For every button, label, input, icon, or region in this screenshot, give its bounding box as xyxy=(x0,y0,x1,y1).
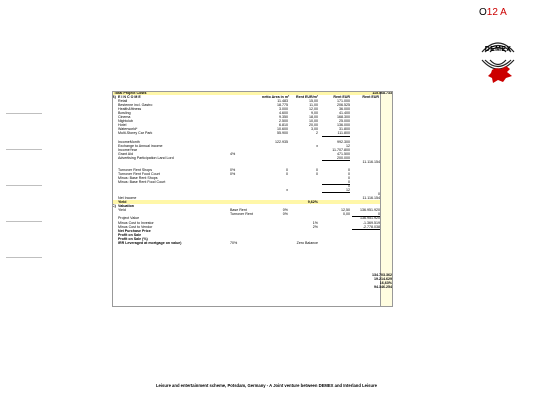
income-header: B) E I N C O M E netto Area in m² Rent EUR/m² Rent EUR Rent EUR xyxy=(112,95,379,100)
table-row: Net Income 11.116.154 xyxy=(118,196,380,201)
table-row: Bowling 4.600 9,00 41.400 xyxy=(118,111,350,116)
table-row: Hotel 6.810 20,00 136.000 xyxy=(118,123,350,128)
spreadsheet xyxy=(112,91,380,245)
total-cost-value: 115.568.733 xyxy=(372,91,392,95)
table-row: Nightclub 2.500 10,00 25.000 xyxy=(118,119,350,124)
table-row: Project Value 136.951.920 xyxy=(118,216,380,221)
logo-text: DEMEX xyxy=(484,46,512,53)
table-row: 0 xyxy=(378,192,380,197)
table-row: Grant Aid 4% 471.500 xyxy=(118,151,350,156)
globe-icon xyxy=(470,30,526,92)
table-row: 0 xyxy=(348,184,350,189)
table-row: Bestenne incl. Gastro 18.775 11,00 206.525 xyxy=(118,103,350,108)
table-row: Turnover Rent 0% 0,00 0 xyxy=(230,212,380,217)
table-row: Multi-Storey Car Park 55.900 2 111.800 xyxy=(118,131,350,136)
table-row: IncomeMonth 122.935 992.300 xyxy=(118,139,350,144)
table-row: Yield Base Rent 0% 12,50 136.951.920 xyxy=(118,208,380,213)
table-row: x 12 xyxy=(286,188,350,193)
table-row: 11.116.154 xyxy=(362,159,380,164)
table-row: Net Purchase Price xyxy=(118,228,151,233)
table-row: Minus: Base Rent Shops 0 xyxy=(118,175,350,180)
table-row: Retail 11.483 15,00 171.000 xyxy=(118,99,350,104)
table-row: Turnover Rent Food Court 0% 0 0 0 xyxy=(118,171,350,176)
yield-row: Yield 9,62% xyxy=(112,200,380,204)
table-row: Exchange to Annual income x 12 xyxy=(118,143,350,148)
irr-value: 94.346.254 xyxy=(374,285,392,289)
table-row: Waterworld* 10.600 3,00 31.800 xyxy=(118,127,350,132)
table-row: Cinema 9.350 18,00 168.300 xyxy=(118,115,350,120)
total-row: Total Project Costs xyxy=(112,91,380,95)
table-row: Minus Cost to Vendor 2% -2.778.038 xyxy=(118,224,380,229)
divider xyxy=(6,257,42,258)
demex-logo xyxy=(470,30,526,92)
table-row: Health&fitness 3.000 12,00 36.000 xyxy=(118,107,350,112)
table-row: Profit on Sale (%) xyxy=(118,236,148,241)
table-row: IRR Leveraged at mortgage on value) 70% Zero Balance xyxy=(118,240,318,245)
divider xyxy=(6,221,42,222)
table-row: Minus Cost to Investor 1% -1.369.519 xyxy=(118,220,380,225)
slide-number: O12 A xyxy=(479,7,507,18)
totals-column xyxy=(372,91,393,307)
profit-pct-value: 16,63% xyxy=(379,281,392,285)
divider xyxy=(6,113,42,114)
footer-caption: Leisure and entertainment scheme, Potsdam, Germany - A Joint venture between DEMEX and Interland Leisure xyxy=(156,383,377,388)
table-row: Minus: Base Rent Food Court 0 xyxy=(118,180,350,185)
valuation-header: C) Valuation xyxy=(112,204,134,209)
divider xyxy=(6,185,42,186)
table-row: Advertising Participation Land Lord 200.000 xyxy=(118,155,350,160)
profit-sale-value: 19.214.629 xyxy=(374,277,392,281)
net-purchase-value: 134.703.362 xyxy=(372,273,392,277)
divider xyxy=(6,149,42,150)
table-row: Turnover Rent Shops 0% 0 0 0 xyxy=(118,167,350,172)
table-row: IncomeYear 11.707.800 xyxy=(118,147,350,152)
table-row: Profit on Sale xyxy=(118,232,142,237)
